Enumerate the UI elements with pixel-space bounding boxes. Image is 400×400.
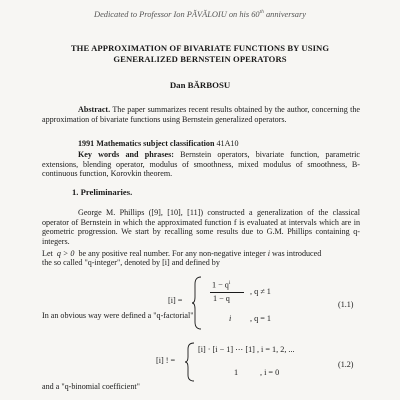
section-heading: 1. Preliminaries. bbox=[72, 187, 133, 197]
eq1-number: (1.1) bbox=[338, 300, 354, 309]
q-condition: q > 0 bbox=[56, 249, 75, 258]
msc-code: 41A10 bbox=[214, 139, 239, 148]
abstract-label: Abstract. bbox=[78, 105, 111, 114]
eq1-fraction-bar bbox=[210, 292, 244, 293]
q-binomial-intro: and a "q-binomial coefficient" bbox=[42, 382, 140, 391]
let-text: Let bbox=[42, 249, 53, 258]
abstract-text: The paper summarizes recent results obtained by the author, concerning the approximation of bivariate functions using Bernstein generalized operators. bbox=[42, 105, 360, 124]
eq1-lhs: [i] = bbox=[168, 296, 183, 305]
keywords-paragraph bbox=[42, 150, 360, 179]
dedication bbox=[0, 9, 400, 19]
msc-line bbox=[42, 139, 360, 149]
eq2-lhs: [i] ! = bbox=[156, 356, 176, 365]
integer-symbol: i bbox=[267, 249, 271, 258]
phillips-paragraph: George M. Phillips ([9], [10], [11]) constructed a generalization of the classical operator of Bernstein in which the approximated function f is evaluated at intervals which are in geometric progression. We start by recalling some results due to G.M. Phillips containing q-integers. bbox=[42, 208, 360, 246]
q-factorial-intro: In an obvious way were defined a "q-factorial" bbox=[42, 311, 194, 320]
abstract-paragraph bbox=[42, 105, 360, 124]
eq2-number: (1.2) bbox=[338, 360, 354, 369]
eq2-brace bbox=[184, 342, 196, 382]
author-name: Dan BĂRBOSU bbox=[169, 80, 231, 90]
q-integer-intro: the so called "q-integer", denoted by [i] and defined by bbox=[42, 258, 220, 267]
eq1-condition-2: , q = 1 bbox=[250, 314, 271, 323]
dedication-text-end: anniversary bbox=[263, 9, 306, 19]
dedication-text: Dedicated to Professor Ion PĂVĂLOIU on his 60 bbox=[94, 9, 260, 19]
title-line-2: GENERALIZED BERNSTEIN OPERATORS bbox=[113, 54, 287, 64]
eq1-condition-1: , q ≠ 1 bbox=[250, 287, 271, 296]
paper-title bbox=[40, 43, 360, 65]
let-text-2: be any positive real number. For any non-negative integer bbox=[78, 249, 266, 258]
eq2-case-2: 1 bbox=[234, 368, 239, 377]
eq2-case-1: [i] · [i − 1] ⋯ [1] , i = 1, 2, ... bbox=[198, 345, 295, 354]
title-line-1: THE APPROXIMATION OF BIVARIATE FUNCTIONS BY USING bbox=[70, 43, 330, 53]
let-text-3: was introduced bbox=[272, 249, 322, 258]
keywords-label: Key words and phrases: bbox=[78, 150, 174, 159]
eq2-condition-2: , i = 0 bbox=[260, 368, 280, 377]
eq1-case-2: i bbox=[229, 314, 232, 323]
eq1-numerator: $1 - q^i$ bbox=[212, 280, 231, 290]
eq1-denominator: 1 − q bbox=[213, 294, 230, 303]
dedication-superscript: th bbox=[259, 9, 264, 15]
keywords-text: Bernstein operators, bivariate function, parametric extensions, blending operator, modulus of smoothness, mixed modulus of smoothness, B-continuous function, Korovkin theorem. bbox=[42, 150, 361, 179]
eq1-brace bbox=[191, 276, 203, 330]
msc-label: 1991 Mathematics subject classification bbox=[78, 139, 215, 148]
